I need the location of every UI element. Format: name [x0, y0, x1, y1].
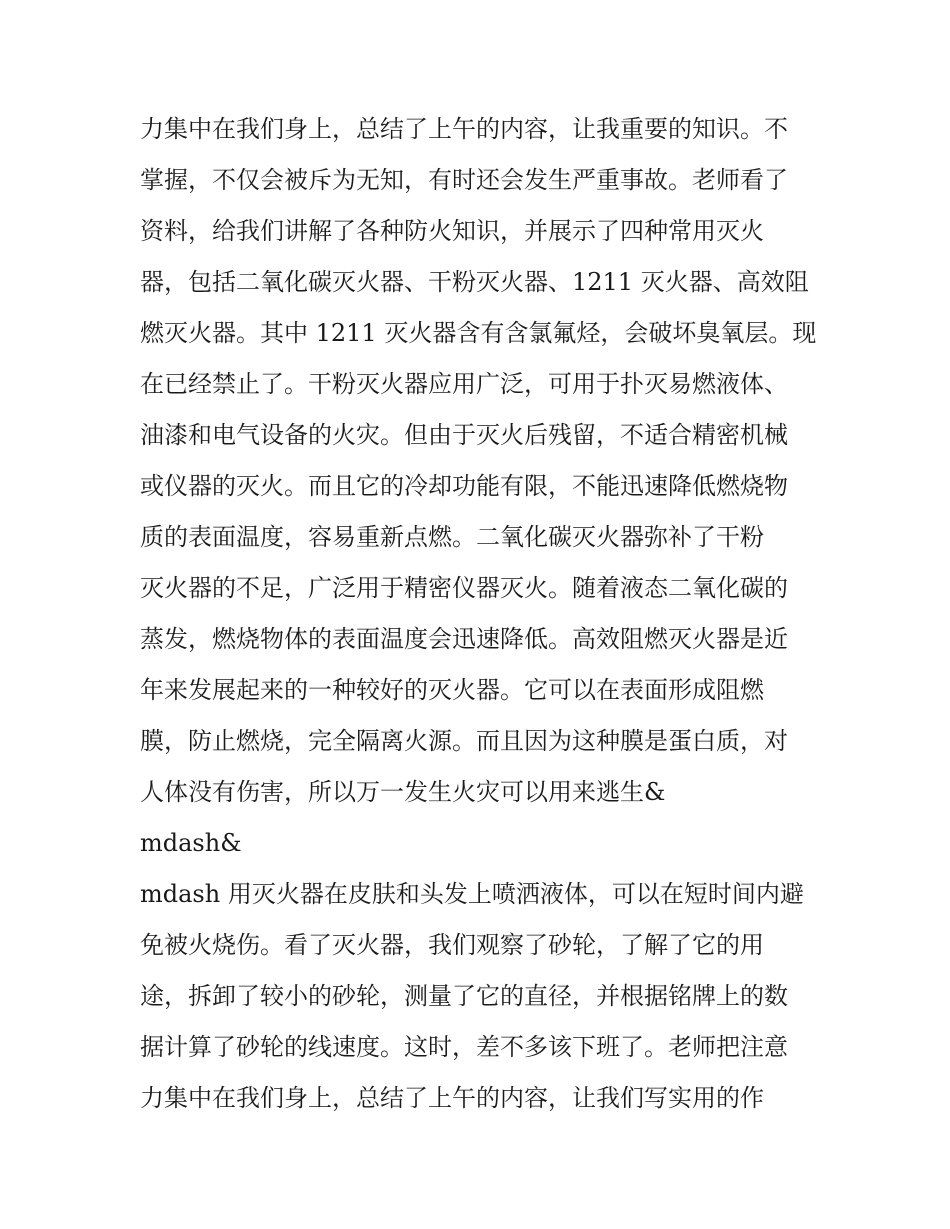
text-line: 质的表面温度，容易重新点燃。二氧化碳灭火器弥补了干粉: [140, 523, 764, 551]
text-line: 灭火器的不足，广泛用于精密仪器灭火。随着液态二氧化碳的: [140, 574, 788, 602]
text-line: 掌握，不仅会被斥为无知，有时还会发生严重事故。老师看了: [140, 166, 788, 194]
text-line: 蒸发，燃烧物体的表面温度会迅速降低。高效阻燃灭火器是近: [140, 625, 788, 653]
body-text: [140, 104, 820, 1124]
text-line: 资料，给我们讲解了各种防火知识，并展示了四种常用灭火: [140, 217, 764, 245]
text-line: 油漆和电气设备的火灾。但由于灭火后残留，不适合精密机械: [140, 421, 788, 449]
text-line: 力集中在我们身上，总结了上午的内容，让我们写实用的作: [140, 1084, 764, 1112]
text-line: mdash 用灭火器在皮肤和头发上喷洒液体，可以在短时间内避: [140, 880, 804, 908]
text-line: 据计算了砂轮的线速度。这时，差不多该下班了。老师把注意: [140, 1033, 788, 1061]
text-line: 人体没有伤害，所以万一发生火灾可以用来逃生&: [140, 778, 666, 806]
text-line: 途，拆卸了较小的砂轮，测量了它的直径，并根据铭牌上的数: [140, 982, 788, 1010]
text-line: 免被火烧伤。看了灭火器，我们观察了砂轮，了解了它的用: [140, 931, 764, 959]
text-line: 器，包括二氧化碳灭火器、干粉灭火器、1211 灭火器、高效阻: [140, 268, 809, 296]
text-line: 在已经禁止了。干粉灭火器应用广泛，可用于扑灭易燃液体、: [140, 370, 788, 398]
text-line: 膜，防止燃烧，完全隔离火源。而且因为这种膜是蛋白质，对: [140, 727, 788, 755]
text-line: 年来发展起来的一种较好的灭火器。它可以在表面形成阻燃: [140, 676, 764, 704]
text-line: 燃灭火器。其中 1211 灭火器含有含氯氟烃，会破坏臭氧层。现: [140, 319, 817, 347]
text-line: mdash&: [140, 829, 242, 857]
text-line: 力集中在我们身上，总结了上午的内容，让我重要的知识。不: [140, 115, 788, 143]
text-line: 或仪器的灭火。而且它的冷却功能有限，不能迅速降低燃烧物: [140, 472, 788, 500]
